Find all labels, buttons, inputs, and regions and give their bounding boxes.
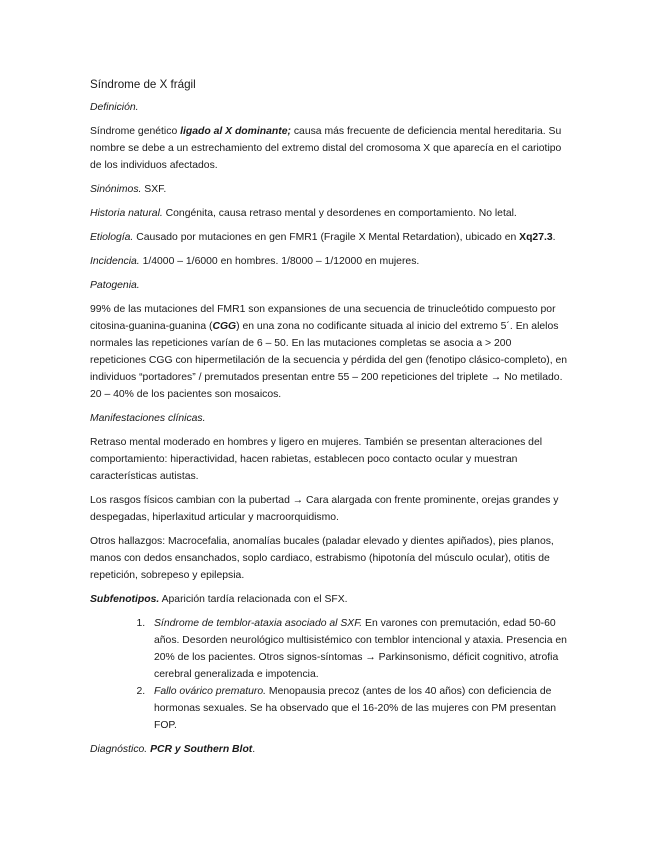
patogenia-label: [90, 277, 568, 294]
diagnostico-methods: PCR y Southern Blot: [150, 744, 253, 755]
diagnostico-paragraph: [90, 741, 568, 758]
etiologia-paragraph: [90, 229, 568, 246]
subfenotipos-heading: Subfenotipos.: [90, 594, 160, 605]
definicion-label: [90, 99, 568, 116]
definicion-paragraph: [90, 123, 568, 174]
document-page: [90, 76, 568, 765]
patogenia-emphasis: CGG: [212, 321, 237, 332]
subfenotipos-paragraph: [90, 591, 568, 608]
historia-text: Congénita, causa retraso mental y desordenes en comportamiento. No letal.: [162, 208, 517, 219]
patogenia-text-2: ) en una zona no codificante situada al inicio del extremo 5´. En alelos normales las repeticiones varían de 6 – 50. En las mutaciones completas se asocia a > 200 repeticiones CGG con hipermetilación de la secuencia y pérdida del gen (fenotipo clásico-completo), en individuos “portadores” / premutados presentan entre 55 – 200 repeticiones del triplete → No metilado. 20 – 40% de los pacientes son mosaicos.: [90, 321, 568, 400]
etiologia-heading: Etiología.: [90, 232, 134, 243]
manifestaciones-paragraph-2: Los rasgos físicos cambian con la pubertad → Cara alargada con frente prominente, orejas grandes y despegadas, hiperlaxitud articular y macroorquidismo.: [90, 495, 559, 523]
list-item-text: En varones con premutación, edad 50-60 años. Desorden neurológico multisistémico con temblor intencional y ataxia. Presencia en 20% de los pacientes. Otros signos-síntomas → Parkinsonismo, déficit cognitivo, atrofia cerebral generalizada e impotencia.: [154, 618, 567, 680]
historia-heading: Historia natural.: [90, 208, 163, 219]
sinonimos-paragraph: [90, 181, 568, 198]
manifestaciones-label: [90, 410, 568, 427]
patogenia-text-1: 99% de las mutaciones del FMR1 son expansiones de una secuencia de trinucleótido compuesto por citosina-guanina-guanina (: [90, 304, 556, 332]
manifestaciones-heading: Manifestaciones clínicas.: [90, 413, 206, 424]
definicion-heading: Definición.: [90, 102, 139, 113]
diagnostico-heading: Diagnóstico.: [90, 744, 148, 755]
incidencia-text: 1/4000 – 1/6000 en hombres. 1/8000 – 1/12000 en mujeres.: [139, 256, 420, 267]
list-item: [148, 683, 568, 734]
sinonimos-text: SXF.: [141, 184, 167, 195]
etiologia-locus: Xq27.3: [519, 232, 553, 243]
definicion-emphasis: ligado al X dominante;: [180, 126, 291, 137]
historia-paragraph: [90, 205, 568, 222]
subfenotipos-list: [90, 615, 568, 734]
manifestaciones-paragraph-1: Retraso mental moderado en hombres y ligero en mujeres. También se presentan alteraciones del comportamiento: hiperactividad, hacen rabietas, establecen poco contacto ocular y muestran características autistas.: [90, 437, 543, 482]
list-item: [148, 615, 568, 683]
list-item-label: Síndrome de temblor-ataxia asociado al SXF.: [154, 618, 363, 629]
definicion-text-2: causa más frecuente de deficiencia mental hereditaria. Su nombre se debe a un estrechamiento del extremo distal del cromosoma X que aparecía en el cariotipo de los individuos afectados.: [90, 126, 562, 171]
incidencia-paragraph: [90, 253, 568, 270]
subfenotipos-text: Aparición tardía relacionada con el SFX.: [159, 594, 348, 605]
list-item-text: Menopausia precoz (antes de los 40 años) con deficiencia de hormonas sexuales. Se ha observado que el 16-20% de las mujeres con PM presentan FOP.: [154, 686, 557, 731]
patogenia-paragraph: [90, 301, 568, 403]
incidencia-heading: Incidencia.: [90, 256, 140, 267]
patogenia-heading: Patogenia.: [90, 280, 140, 291]
etiologia-end: .: [552, 232, 556, 243]
list-item-label: Fallo ovárico prematuro.: [154, 686, 267, 697]
document-title: Síndrome de X frágil: [90, 78, 196, 91]
manifestaciones-paragraph-3: Otros hallazgos: Macrocefalia, anomalías bucales (paladar elevado y dientes apiñados), pies planos, manos con dedos ensanchados, soplo cardiaco, estrabismo (hipotonía del músculo ocular), otitis de repetición, sobrepeso y epilepsia.: [90, 536, 554, 581]
definicion-text-1: Síndrome genético: [90, 126, 181, 137]
diagnostico-end: .: [252, 744, 256, 755]
etiologia-text: Causado por mutaciones en gen FMR1 (Fragile X Mental Retardation), ubicado en: [133, 232, 520, 243]
sinonimos-heading: Sinónimos.: [90, 184, 142, 195]
